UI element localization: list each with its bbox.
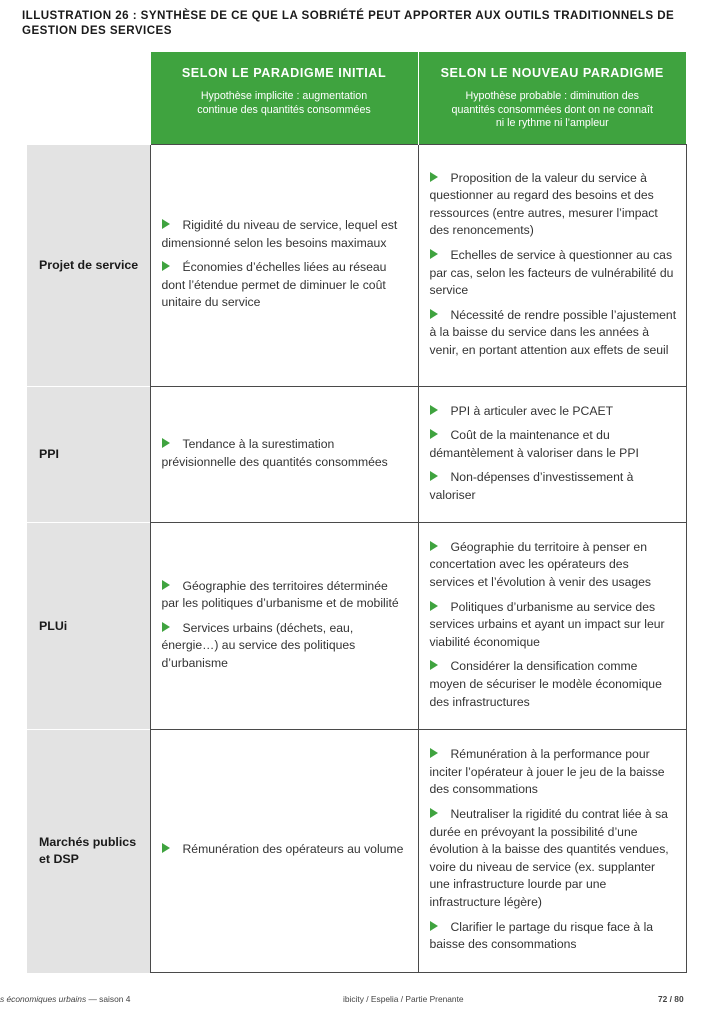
column-subtitle: Hypothèse implicite : augmentation continue des quantités consommées (197, 90, 371, 116)
bullet-text: Tendance à la surestimation prévisionnelle des quantités consommées (161, 436, 388, 469)
bullet-text: Nécessité de rendre possible l’ajustement à la baisse du service dans les années à venir, en portant attention aux effets de seuil (429, 307, 677, 357)
footer-season: — saison 4 (86, 994, 131, 1004)
play-arrow-icon (162, 580, 170, 590)
table-row-plui (27, 523, 686, 730)
bullet-item (430, 806, 677, 912)
bullet-text: Proposition de la valeur du service à questionner au regard des besoins et des ressources (entre autres, mesurer l’impact des renoncements) (429, 170, 658, 238)
bullet-text: Rigidité du niveau de service, lequel est dimensionné selon les besoins maximaux (161, 218, 398, 250)
play-arrow-icon (430, 808, 438, 818)
bullet-item (430, 427, 677, 462)
bullet-text: Géographie des territoires déterminée par les politiques d’urbanisme et de mobilité (161, 578, 399, 611)
cell-initial (150, 387, 418, 523)
bullet-item (430, 170, 677, 240)
row-label: PLUi (27, 523, 150, 730)
table-corner (27, 52, 150, 145)
bullet-text: Non-dépenses d’investissement à valoriser (429, 470, 634, 502)
row-label: Marchés publics et DSP (27, 730, 150, 973)
footer-publication (0, 994, 130, 1004)
cell-initial (150, 523, 418, 730)
bullet-item (162, 436, 409, 471)
play-arrow-icon (430, 601, 438, 611)
table-header-row (27, 52, 686, 145)
column-header-initial (150, 52, 418, 145)
column-title: SELON LE PARADIGME INITIAL (181, 66, 387, 80)
bullet-text: Services urbains (déchets, eau, énergie…) au service des politiques d’urbanisme (161, 620, 356, 670)
bullet-item (162, 259, 409, 312)
row-label: Projet de service (27, 145, 150, 387)
cell-initial (150, 730, 418, 973)
bullet-text: Économies d’échelles liées au réseau dont l’étendue permet de diminuer le coût unitaire du service (161, 260, 387, 310)
bullet-text: Neutraliser la rigidité du contrat liée à sa durée en prévoyant la possibilité d’une évolution à la baisse des quantités vendues, voire du niveau de service (ex. supplanter une infrastructure lourde par une infrastructure légère) (429, 807, 669, 909)
play-arrow-icon (430, 541, 438, 551)
column-subtitle: Hypothèse probable : diminution des quantités consommées dont on ne connaît ni le rythme ni l’ampleur (451, 90, 653, 129)
bullet-item (162, 620, 409, 673)
bullet-item (430, 599, 677, 652)
bullet-text: Politiques d’urbanisme au service des services urbains et ayant un impact sur leur viabilité économique (429, 599, 665, 649)
bullet-item (430, 307, 677, 360)
play-arrow-icon (162, 843, 170, 853)
play-arrow-icon (430, 660, 438, 670)
illustration-title: ILLUSTRATION 26 : SYNTHÈSE DE CE QUE LA SOBRIÉTÉ PEUT APPORTER AUX OUTILS TRADITIONNELS DE GESTION DES SERVICES (22, 9, 675, 37)
bullet-item (430, 658, 677, 711)
page-number: 72 / 80 (658, 994, 684, 1004)
synthesis-table (27, 52, 687, 973)
footer-publication-title: s économiques urbains (0, 994, 87, 1004)
bullet-text: Clarifier le partage du risque face à la baisse des consommations (429, 919, 654, 952)
row-label: PPI (27, 387, 150, 523)
play-arrow-icon (430, 309, 438, 319)
bullet-text: Rémunération à la performance pour inciter l’opérateur à jouer le jeu de la baisse des consommations (429, 747, 665, 797)
cell-nouveau (418, 730, 686, 973)
bullet-item (430, 539, 677, 592)
bullet-text: Géographie du territoire à penser en concertation avec les opérateurs des services et l’évolution à venir des usages (429, 539, 652, 590)
play-arrow-icon (162, 261, 170, 271)
play-arrow-icon (162, 622, 170, 632)
column-header-nouveau (418, 52, 686, 145)
bullet-text: Coût de la maintenance et du démantèlement à valoriser dans le PPI (429, 428, 639, 460)
footer-authors: ibicity / Espelia / Partie Prenante (343, 994, 464, 1004)
cell-nouveau (418, 523, 686, 730)
cell-nouveau (418, 145, 686, 387)
cell-nouveau (418, 387, 686, 523)
bullet-item (430, 469, 677, 504)
bullet-text: Rémunération des opérateurs au volume (182, 842, 404, 857)
table-row-projet-de-service (27, 145, 686, 387)
play-arrow-icon (162, 219, 170, 229)
table-row-ppi (27, 387, 686, 523)
bullet-item (162, 578, 409, 613)
bullet-item (430, 746, 677, 799)
bullet-item (162, 217, 409, 252)
play-arrow-icon (430, 471, 438, 481)
bullet-item (430, 247, 677, 300)
bullet-text: PPI à articuler avec le PCAET (450, 403, 614, 418)
table-row-marches-publics (27, 730, 686, 973)
bullet-item (430, 403, 677, 421)
play-arrow-icon (430, 748, 438, 758)
play-arrow-icon (430, 921, 438, 931)
play-arrow-icon (430, 405, 438, 415)
play-arrow-icon (430, 172, 438, 182)
bullet-item (162, 841, 409, 859)
play-arrow-icon (430, 249, 438, 259)
column-title: SELON LE NOUVEAU PARADIGME (440, 66, 664, 80)
cell-initial (150, 145, 418, 387)
play-arrow-icon (162, 438, 170, 448)
bullet-item (430, 919, 677, 954)
bullet-text: Echelles de service à questionner au cas par cas, selon les facteurs de vulnérabilité du service (429, 247, 674, 298)
play-arrow-icon (430, 429, 438, 439)
bullet-text: Considérer la densification comme moyen de sécuriser le modèle économique des infrastructures (429, 659, 662, 709)
